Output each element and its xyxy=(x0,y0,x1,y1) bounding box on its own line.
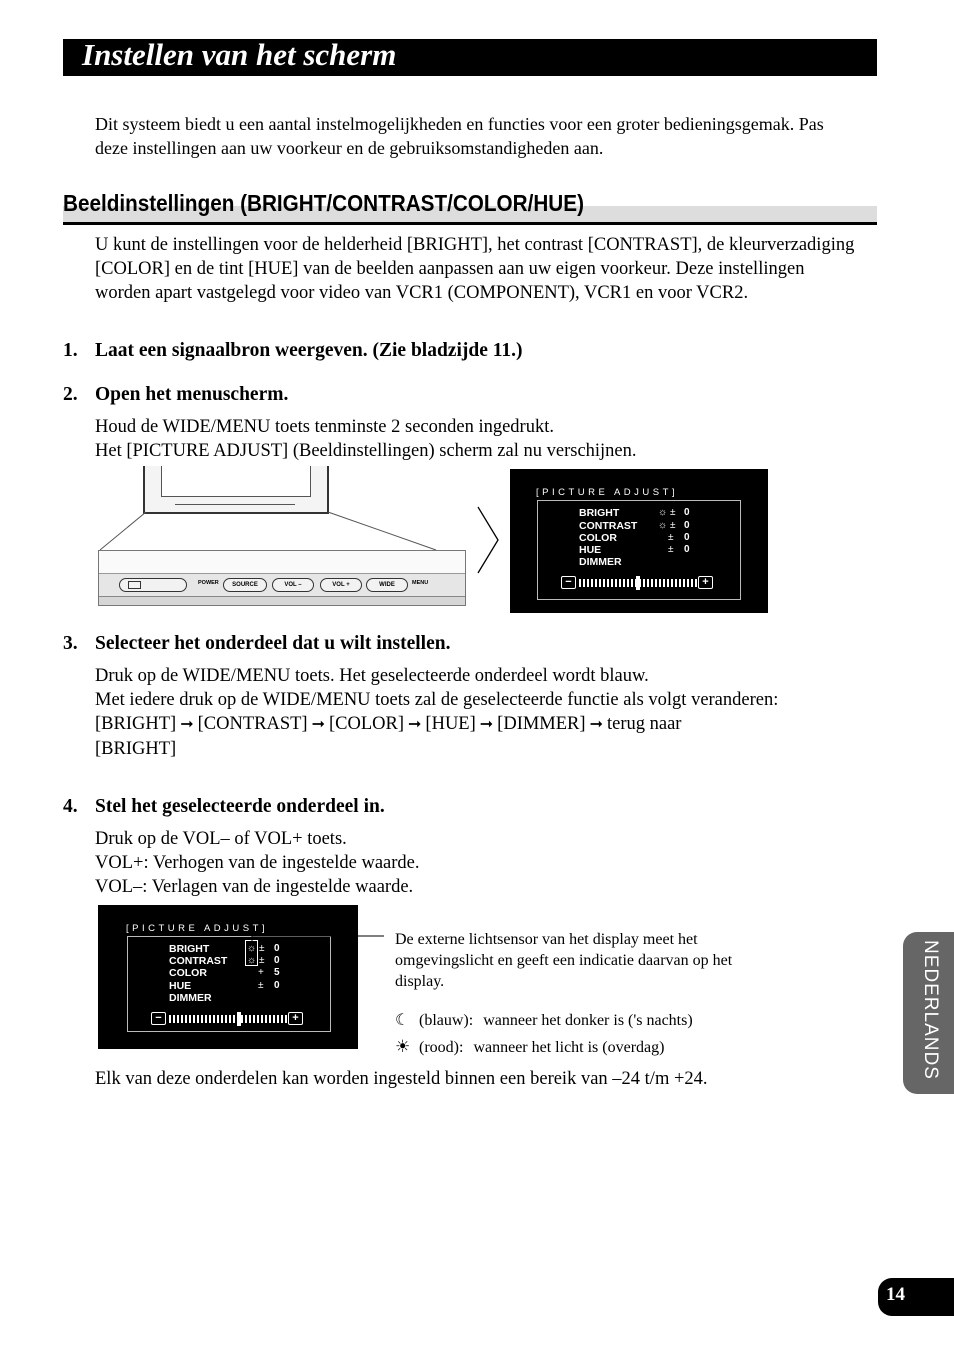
picture-adjust-screen-1 xyxy=(510,469,768,613)
screen-2-item-color: COLOR xyxy=(169,967,207,979)
screen-2-item-contrast: CONTRAST xyxy=(169,955,228,967)
screen-1-value-bright: 0 xyxy=(684,507,690,518)
arrow-right-icon: ➞ xyxy=(589,716,603,733)
section-intro: U kunt de instellingen voor de helderheid [BRIGHT], het contrast [CONTRAST], de kleurverzadiging [COLOR] en de tint [HUE] van de beelden aanpassen aan uw eigen voorkeur. Deze instellingen worden apart vastgelegd voor video van VCR1 (COMPONENT), VCR1 en voor VCR2. xyxy=(95,235,855,303)
screen-1-header: [PICTURE ADJUST] xyxy=(536,487,679,498)
arrow-right-icon: ➞ xyxy=(180,716,194,733)
page-title: Instellen van het scherm xyxy=(82,37,397,72)
screen-1-item-hue: HUE xyxy=(579,544,602,556)
page-title-bar xyxy=(63,39,877,76)
sensor-note: De externe lichtsensor van het display meet het omgevingslicht en geeft een indicatie daarvan op het display. xyxy=(395,931,733,990)
screen-2-header: [PICTURE ADJUST] xyxy=(126,923,269,934)
screen-2-value-color: 5 xyxy=(274,967,280,978)
moon-icon: ☾ xyxy=(395,1012,410,1029)
section-heading-text: Beeldinstellingen (BRIGHT/CONTRAST/COLOR/HUE) xyxy=(63,190,584,216)
display-unit-illustration xyxy=(143,466,329,514)
screen-1-value-hue: 0 xyxy=(684,544,690,555)
callout-line xyxy=(250,930,390,944)
plus-minus-icon: ± xyxy=(668,532,674,543)
step-4-title: Stel het geselecteerde onderdeel in. xyxy=(95,796,385,817)
sun-icon: ☼ ± xyxy=(247,943,265,954)
plus-icon: + xyxy=(288,1012,303,1025)
screen-1-item-color: COLOR xyxy=(579,532,617,544)
screen-1-item-contrast: CONTRAST xyxy=(579,520,638,532)
screen-2-item-dimmer: DIMMER xyxy=(169,992,212,1004)
step-1-title: Laat een signaalbron weergeven. (Zie bladzijde 11.) xyxy=(95,340,523,361)
screen-1-value-color: 0 xyxy=(684,532,690,543)
page-number-tab xyxy=(878,1278,954,1316)
step-2: 2. Open het menuscherm. xyxy=(63,384,289,405)
pointer-arrow xyxy=(476,505,500,575)
plus-icon: + xyxy=(258,967,264,978)
menu-label: MENU xyxy=(412,580,429,586)
step-4: 4. Stel het geselecteerde onderdeel in. xyxy=(63,796,385,817)
plus-minus-icon: ± xyxy=(668,544,674,555)
intro-paragraph: Dit systeem biedt u een aantal instelmogelijkheden en functies voor een groter bedieningsgemak. Pas deze instellingen aan uw voorkeur en de gebruiksomstandigheden aan. xyxy=(95,114,824,158)
minus-icon: − xyxy=(561,576,576,589)
step-3-title: Selecteer het onderdeel dat u wilt instellen. xyxy=(95,633,451,654)
slider-thumb xyxy=(237,1012,241,1026)
screen-2-item-bright: BRIGHT xyxy=(169,943,210,955)
screen-1-value-contrast: 0 xyxy=(684,520,690,531)
page-number: 14 xyxy=(886,1284,905,1305)
control-panel xyxy=(98,550,466,606)
sun-icon: ☼ ± xyxy=(247,955,265,966)
source-button[interactable]: SOURCE xyxy=(223,578,267,592)
wide-button[interactable]: WIDE xyxy=(366,578,408,592)
language-tab xyxy=(903,932,954,1094)
minus-icon: − xyxy=(151,1012,166,1025)
screen-2-value-contrast: 0 xyxy=(274,955,280,966)
power-label: POWER xyxy=(198,580,219,586)
selection-sequence: [BRIGHT] ➞ [CONTRAST] ➞ [COLOR] ➞ [HUE] ➞ [DIMMER] ➞ terug naar xyxy=(95,712,855,737)
picture-adjust-screen-2 xyxy=(98,905,358,1049)
plus-minus-icon: ± xyxy=(258,980,264,991)
legend-item-moon: ☾ (blauw): wanneer het donker is ('s nachts) xyxy=(395,1012,693,1029)
screen-2-slider xyxy=(169,1015,287,1023)
vol-plus-button[interactable]: VOL + xyxy=(320,578,362,592)
legend-item-sun: ☀ (rood): wanneer het licht is (overdag) xyxy=(395,1037,665,1056)
vol-minus-button[interactable]: VOL – xyxy=(272,578,314,592)
screen-2-item-hue: HUE xyxy=(169,980,192,992)
screen-1-item-bright: BRIGHT xyxy=(579,507,620,519)
power-button[interactable] xyxy=(119,578,187,592)
zoom-lines xyxy=(98,510,468,554)
screen-1-slider xyxy=(579,579,697,587)
step-1: 1. Laat een signaalbron weergeven. (Zie bladzijde 11.) xyxy=(63,340,523,361)
step-4-body: Druk op de VOL– of VOL+ toets. VOL+: Verhogen van de ingestelde waarde. VOL–: Verlagen van de ingestelde waarde. xyxy=(95,829,420,897)
arrow-right-icon: ➞ xyxy=(311,716,325,733)
sun-icon: ☼ ± xyxy=(658,520,676,531)
arrow-right-icon: ➞ xyxy=(479,716,494,733)
sun-icon: ☀ xyxy=(395,1037,411,1056)
section-heading xyxy=(63,190,877,224)
step-2-body: Houd de WIDE/MENU toets tenminste 2 seconden ingedrukt. Het [PICTURE ADJUST] (Beeldinstellingen) scherm zal nu verschijnen. xyxy=(95,417,637,461)
range-note: Elk van deze onderdelen kan worden ingesteld binnen een bereik van –24 t/m +24. xyxy=(95,1069,708,1089)
step-3-body: Druk op de WIDE/MENU toets. Het geselecteerde onderdeel wordt blauw. Met iedere druk op de WIDE/MENU toets zal de geselecteerde functie als volgt veranderen: [BRIGHT] ➞ [CONTRAST] ➞ [COLOR] ➞ [HUE] ➞ [DIMMER] ➞ terug naar [BRIGHT] xyxy=(95,664,855,761)
screen-1-item-dimmer: DIMMER xyxy=(579,556,622,568)
language-tab-label: NEDERLANDS xyxy=(920,940,941,1080)
plus-icon: + xyxy=(698,576,713,589)
step-3: 3. Selecteer het onderdeel dat u wilt instellen. xyxy=(63,633,451,654)
arrow-right-icon: ➞ xyxy=(408,716,422,733)
slider-thumb xyxy=(636,576,640,590)
sun-icon: ☼ ± xyxy=(658,507,676,518)
screen-2-value-bright: 0 xyxy=(274,943,280,954)
step-2-title: Open het menuscherm. xyxy=(95,384,289,405)
screen-2-value-hue: 0 xyxy=(274,980,280,991)
